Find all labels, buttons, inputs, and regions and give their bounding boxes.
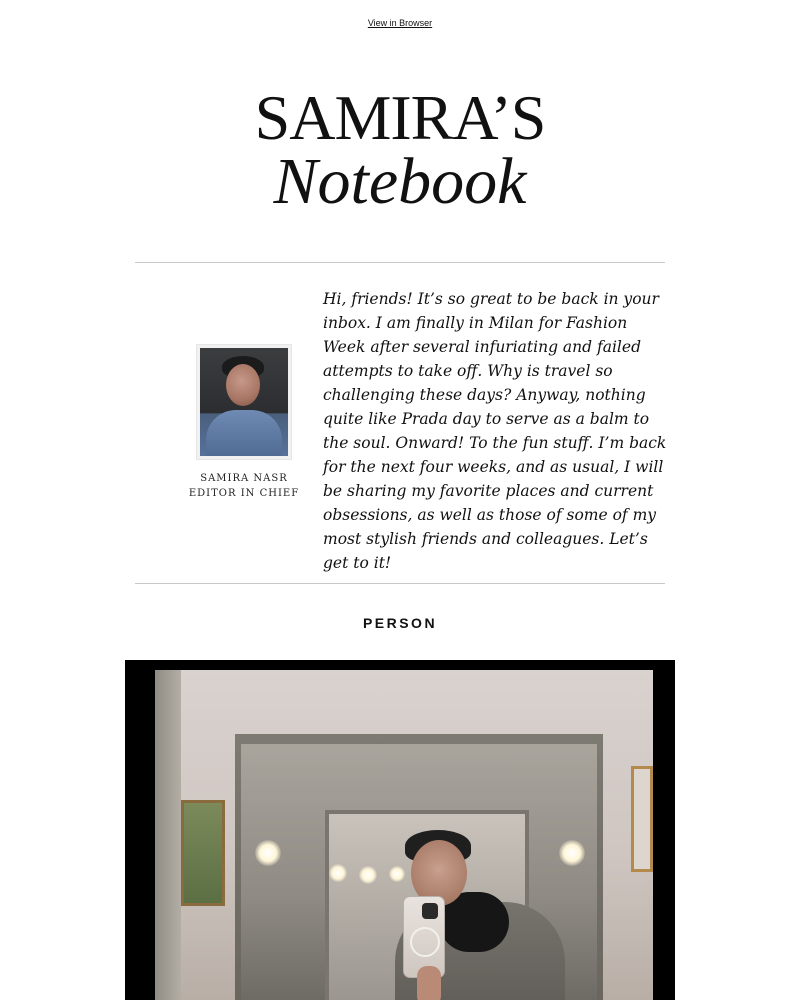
feature-photo — [155, 670, 653, 1000]
masthead — [0, 82, 800, 218]
author-block — [186, 345, 302, 501]
masthead-title: SAMIRA’S — [254, 82, 546, 153]
view-in-browser-link[interactable]: View in Browser — [367, 18, 433, 28]
section-heading: PERSON — [362, 615, 438, 631]
author-photo — [197, 345, 291, 459]
masthead-subtitle: Notebook — [273, 145, 527, 218]
author-name: SAMIRA NASR — [200, 473, 288, 484]
divider-top — [135, 262, 665, 263]
intro-paragraph: Hi, friends! It’s so great to be back in your inbox. I am finally in Milan for Fashion Week after several infuriating and failed attempts to take off. Why is travel so challenging these days? Anyway, nothing quite like Prada day to serve as a balm to the soul. Onward! To the fun stuff. I’m back for the next four weeks, and as usual, I will be sharing my favorite places and current obsessions, as well as those of some of my most stylish friends and colleagues. Let’s get to it! — [323, 290, 667, 572]
author-role: EDITOR IN CHIEF — [188, 488, 300, 499]
divider-bottom — [135, 583, 665, 584]
feature-image-frame[interactable] — [125, 660, 675, 1000]
